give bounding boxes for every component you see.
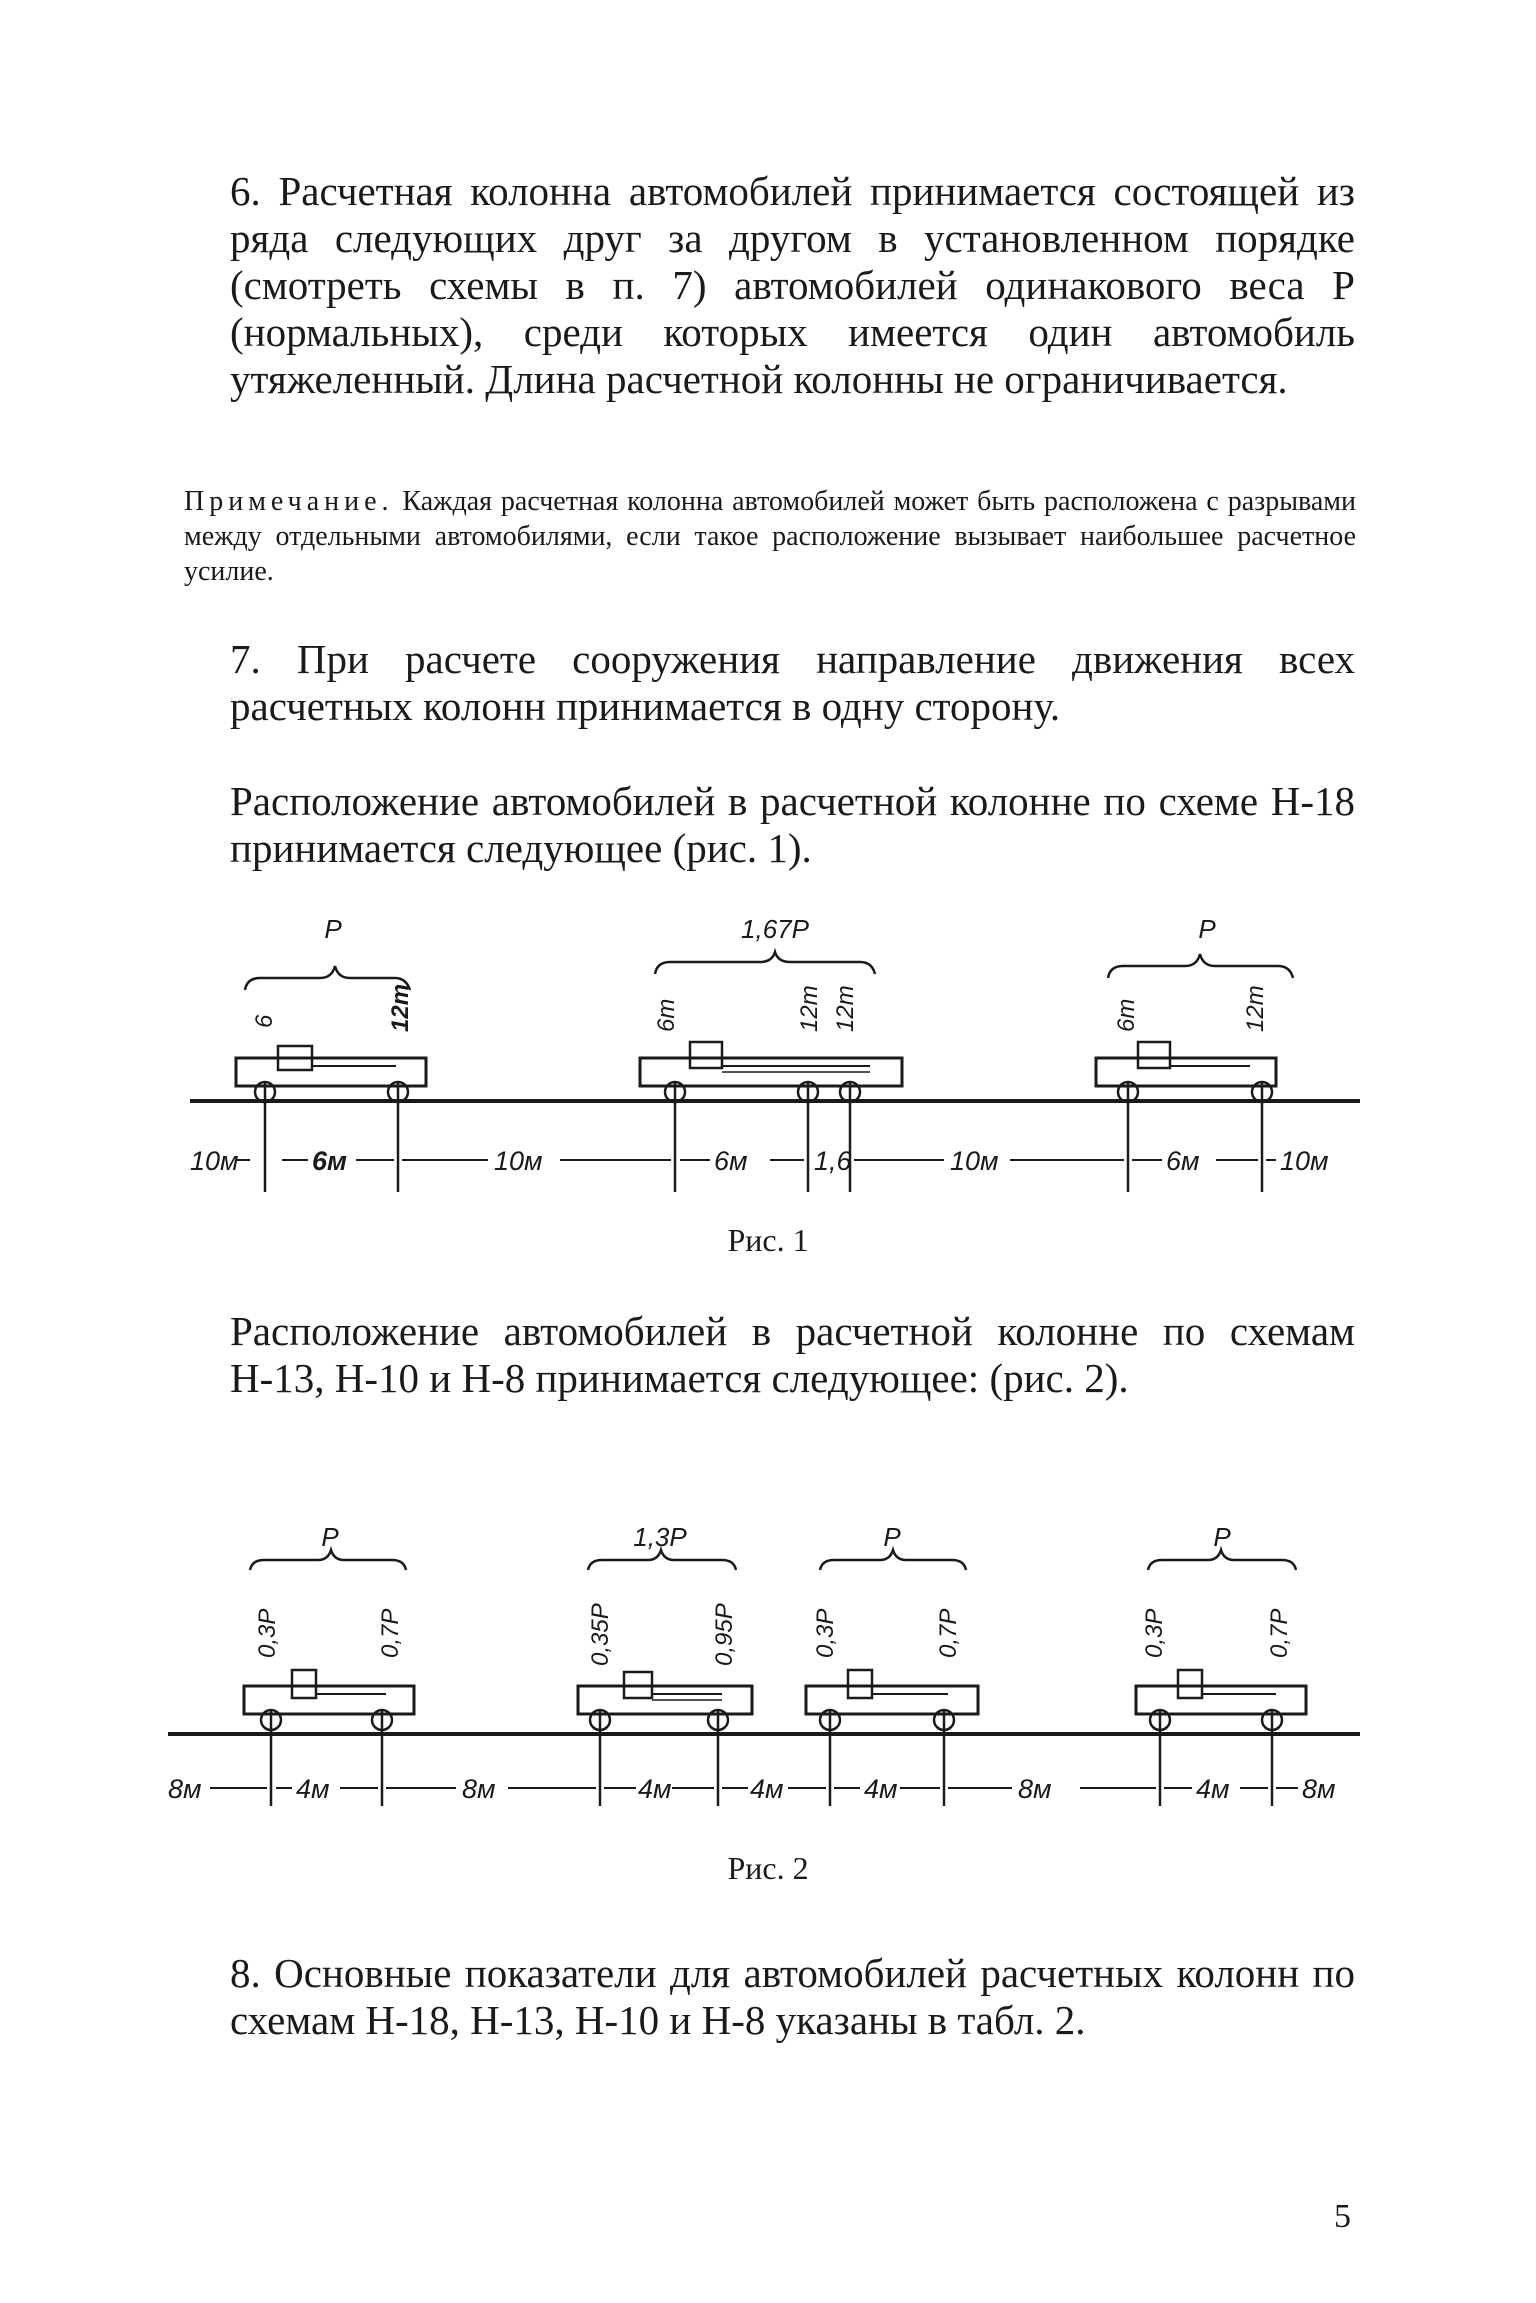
fig2-v4-weight: P [1213, 1522, 1231, 1552]
fig1-v2-weight: 1,67P [741, 914, 809, 944]
fig1-dim-5: 1,6 [814, 1146, 852, 1176]
fig1-v2-front: 6т [653, 998, 680, 1032]
fig1-v1-rear: 12т [387, 983, 414, 1032]
paragraph-7: 7. При расчете сооружения направление движения всех расчетных колонн принимается в одну сторону. [230, 636, 1355, 729]
fig2-v2-weight: 1,3P [633, 1522, 687, 1552]
fig2-vehicle-4 [1136, 1522, 1306, 1806]
fig2-dim-1: 8м [168, 1774, 202, 1804]
fig2-dim-3: 8м [462, 1774, 496, 1804]
fig2-dim-7: 8м [1018, 1774, 1052, 1804]
note-body: Каждая расчетная колонна автомобилей может быть расположена с разрывами между отдельными автомобилями, если такое расположение вызывает наибольшее расчетное усилие. [184, 486, 1356, 587]
fig1-v1-weight: P [324, 914, 342, 944]
paragraph-7b: Расположение автомобилей в расчетной колонне по схеме Н-18 принимается следующее (рис. 1). [230, 778, 1355, 871]
page-number: 5 [1334, 2198, 1351, 2235]
fig1-dimensions [190, 1146, 1329, 1176]
fig2-vehicle-2 [578, 1522, 752, 1806]
paragraph-8: 8. Основные показатели для автомобилей расчетных колонн по схемам Н-18, Н-13, Н-10 и Н-8 указаны в табл. 2. [230, 1950, 1355, 2043]
paragraph-7c: Расположение автомобилей в расчетной колонне по схемам Н-13, Н-10 и Н-8 принимается следующее: (рис. 2). [230, 1308, 1355, 1401]
fig2-dim-6: 4м [864, 1774, 898, 1804]
figure-1-caption: Рис. 1 [727, 1222, 809, 1258]
fig1-dim-2: 6м [312, 1146, 347, 1176]
fig1-dim-7: 6м [1166, 1146, 1200, 1176]
figure-2-caption: Рис. 2 [727, 1850, 809, 1886]
figure-1-diagram [0, 900, 1536, 1220]
figure-2-diagram [0, 1506, 1536, 1826]
fig2-dim-8: 4м [1196, 1774, 1230, 1804]
fig1-v3-rear: 12т [1242, 985, 1269, 1032]
fig1-vehicle-2 [640, 914, 902, 1192]
fig2-v2-rear: 0,95P [711, 1603, 738, 1666]
fig2-v4-front: 0,3P [1141, 1608, 1168, 1658]
fig1-v2-rear1: 12т [796, 985, 823, 1032]
fig2-dim-4: 4м [638, 1774, 672, 1804]
fig2-vehicle-1 [244, 1522, 414, 1806]
fig2-v3-rear: 0,7P [935, 1608, 962, 1658]
fig1-v3-weight: P [1198, 914, 1216, 944]
fig1-dim-6: 10м [950, 1146, 999, 1176]
note-lead: Примечание. [184, 486, 394, 517]
fig1-dim-1: 10м [190, 1146, 239, 1176]
fig1-v1-front: 6 [251, 1014, 278, 1028]
fig2-vehicle-3 [806, 1522, 978, 1806]
paragraph-6: 6. Расчетная колонна автомобилей принимается состоящей из ряда следующих друг за другом в установленном порядке (смотреть схемы в п. 7) автомобилей одинакового веса P (нормальных), среди которых имеется один автомобиль утяжеленный. Длина расчетной колонны не ограничивается. [230, 168, 1355, 402]
fig1-v2-rear2: 12т [832, 985, 859, 1032]
fig2-v1-front: 0,3P [254, 1608, 281, 1658]
fig1-dim-4: 6м [714, 1146, 748, 1176]
fig2-v2-front: 0,35P [587, 1603, 614, 1666]
note [184, 484, 1356, 589]
fig1-dim-8: 10м [1280, 1146, 1329, 1176]
fig2-v3-front: 0,3P [812, 1608, 839, 1658]
fig2-v1-weight: P [321, 1522, 339, 1552]
fig2-dim-2: 4м [296, 1774, 330, 1804]
fig1-dim-3: 10м [494, 1146, 543, 1176]
fig2-dim-9: 8м [1302, 1774, 1336, 1804]
fig2-dim-5: 4м [750, 1774, 784, 1804]
fig1-v3-front: 6т [1113, 998, 1140, 1032]
fig2-v3-weight: P [883, 1522, 901, 1552]
fig2-v1-rear: 0,7P [377, 1608, 404, 1658]
fig2-v4-rear: 0,7P [1266, 1608, 1293, 1658]
